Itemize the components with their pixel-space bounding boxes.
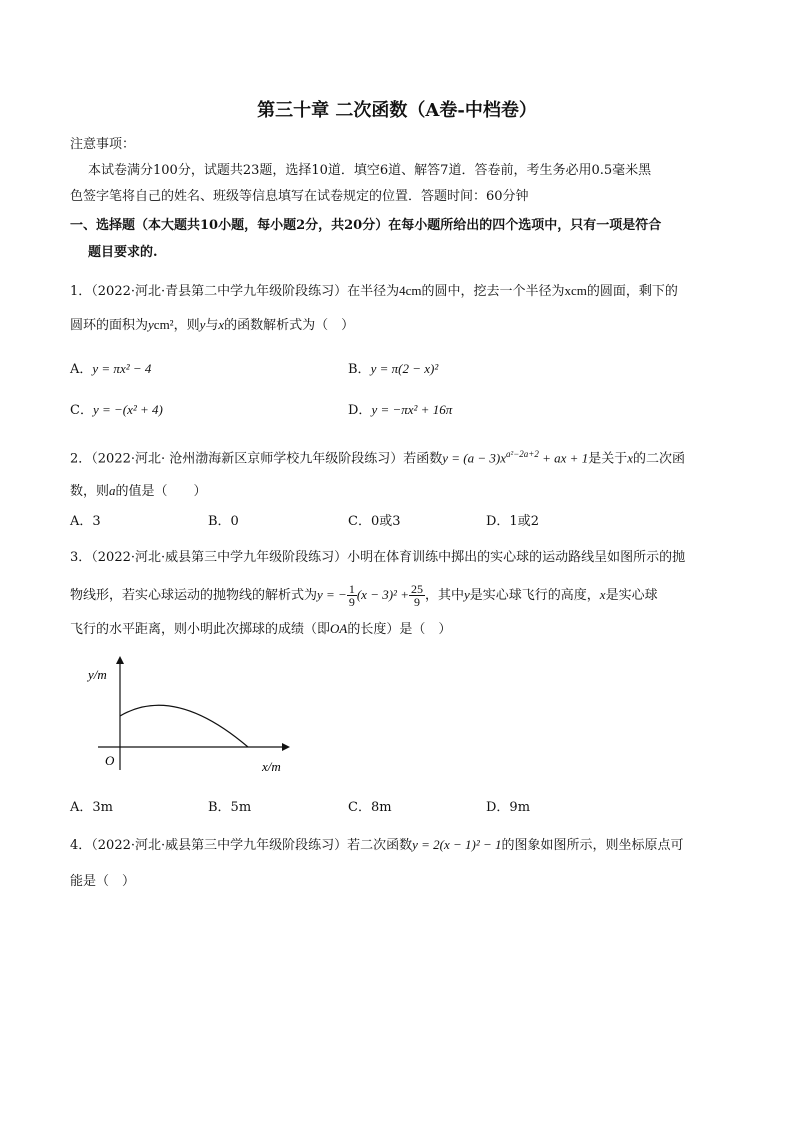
q3-line-2: 物线形，若实心球运动的抛物线的解析式为y = − $\frac{1}{9}$ (x − 3)² + $\frac{25}{9}$ ，其中y是实心球飞行的高度，x是实心球 xyxy=(70,582,658,609)
q1-line-1 xyxy=(70,282,678,301)
q3-line-3: 飞行的水平距离，则小明此次掷球的成绩（即OA的长度）是（ ） xyxy=(70,621,452,637)
q1-option-b[interactable]: B．y = π(2 − x)² xyxy=(348,361,439,377)
q1-option-d-expr: y = −πx² + 16π xyxy=(371,402,453,417)
y-axis-label: y/m xyxy=(88,667,107,682)
q3-option-a[interactable]: A．3m xyxy=(70,800,113,815)
q2-line-2: 数，则a的值是（ ） xyxy=(70,483,207,499)
q1-option-c-expr: y = −(x² + 4) xyxy=(92,402,163,417)
q2-option-b[interactable]: B．0 xyxy=(208,514,239,529)
q1-l2-x: x xyxy=(218,317,225,332)
q2-line-1 xyxy=(70,445,685,468)
q1-option-a-expr: y = πx² − 4 xyxy=(92,361,152,376)
q1-radius: 4cm xyxy=(399,283,422,298)
q1-option-c[interactable]: C．y = −(x² + 4) xyxy=(70,402,163,418)
q1-text-e: 的圆面，剩下的 xyxy=(586,284,678,299)
y-axis-arrow xyxy=(116,656,124,664)
q3-line-1: 3．（2022·河北·威县第三中学九年级阶段练习）小明在体育训练中掷出的实心球的运动路线呈如图所示的抛 xyxy=(70,550,686,565)
parabola-curve xyxy=(120,705,248,747)
q3-frac-2: $\frac{25}{9}$ xyxy=(410,582,423,609)
q4-line-2: 能是（ ） xyxy=(70,874,136,889)
q1-l2-d: ，则 xyxy=(173,318,200,333)
x-axis-label: x/m xyxy=(262,759,281,774)
q1-text-a: 1．（2022·河北·青县第二中学九年级阶段练习）在半径为 xyxy=(70,284,400,299)
q2-exponent: a²−2a+2 xyxy=(506,449,539,459)
q3-frac-1: $\frac{1}{9}$ xyxy=(348,582,355,609)
q3-option-d[interactable]: D．9m xyxy=(486,800,531,815)
q2-text-a: 2．（2022·河北· 沧州渤海新区京师学校九年级阶段练习）若函数 xyxy=(70,451,443,467)
q3-option-b[interactable]: B．5m xyxy=(208,800,252,815)
q1-l2-y2: y xyxy=(199,317,206,332)
q1-l2-y: y xyxy=(148,317,154,332)
q1-l2-f: 与 xyxy=(205,318,219,333)
q3-oa: OA xyxy=(330,621,348,636)
x-axis-arrow xyxy=(282,743,290,751)
q3-expr-b: (x − 3)² + xyxy=(356,587,409,602)
q1-option-a[interactable]: A．y = πx² − 4 xyxy=(70,361,152,377)
q1-text-c: 的圆中，挖去一个半径为 xyxy=(421,284,565,299)
q1-l2-a: 圆环的面积为 xyxy=(70,318,149,333)
q2-a: a xyxy=(109,483,116,498)
q1-l2-h: 的函数解析式为（ ） xyxy=(224,318,355,333)
notice-line-2: 色签字笔将自己的姓名、班级等信息填写在试卷规定的位置．答题时间：60分钟 xyxy=(70,189,529,204)
q3-expr-a: y = − xyxy=(317,587,347,602)
q2-expr: y = (a − 3)x xyxy=(442,450,507,466)
notice-line-1: 本试卷满分100分，试题共23题，选择10道．填空6道、解答7道．答卷前，考生务必用0.5毫米黑 xyxy=(88,163,652,178)
origin-label: O xyxy=(105,753,115,768)
section-heading-1: 一、选择题（本大题共10小题，每小题2分，共20分）在每小题所给出的四个选项中，只有一项是符合 xyxy=(70,218,662,233)
q1-line-2 xyxy=(70,316,354,335)
q3-parabola-graph xyxy=(70,652,300,782)
page-title: 第三十章 二次函数（A卷-中档卷） xyxy=(257,100,537,121)
notice-heading: 注意事项： xyxy=(70,137,136,152)
q1-l2-unit: cm² xyxy=(153,317,174,332)
q2-x: x xyxy=(627,450,633,466)
q1-inner-radius: xcm xyxy=(564,283,587,298)
q2-option-a[interactable]: A．3 xyxy=(70,514,101,529)
q4-line-1: 4．（2022·河北·威县第三中学九年级阶段练习）若二次函数y = 2(x − 1)² − 1的图象如图所示，则坐标原点可 xyxy=(70,837,684,853)
q1-option-b-expr: y = π(2 − x)² xyxy=(370,361,439,376)
q2-option-d[interactable]: D．1或2 xyxy=(486,514,539,529)
q2-text-b: 是关于 xyxy=(588,451,628,467)
section-heading-2: 题目要求的. xyxy=(88,245,158,260)
q2-text-d: 的二次函 xyxy=(633,451,686,467)
q3-option-c[interactable]: C．8m xyxy=(348,800,392,815)
q4-expr: y = 2(x − 1)² − 1 xyxy=(412,837,502,852)
q1-option-d[interactable]: D．y = −πx² + 16π xyxy=(348,402,453,418)
q2-option-c[interactable]: C．0或3 xyxy=(348,514,401,529)
q2-expr-2: + ax + 1 xyxy=(538,450,589,466)
